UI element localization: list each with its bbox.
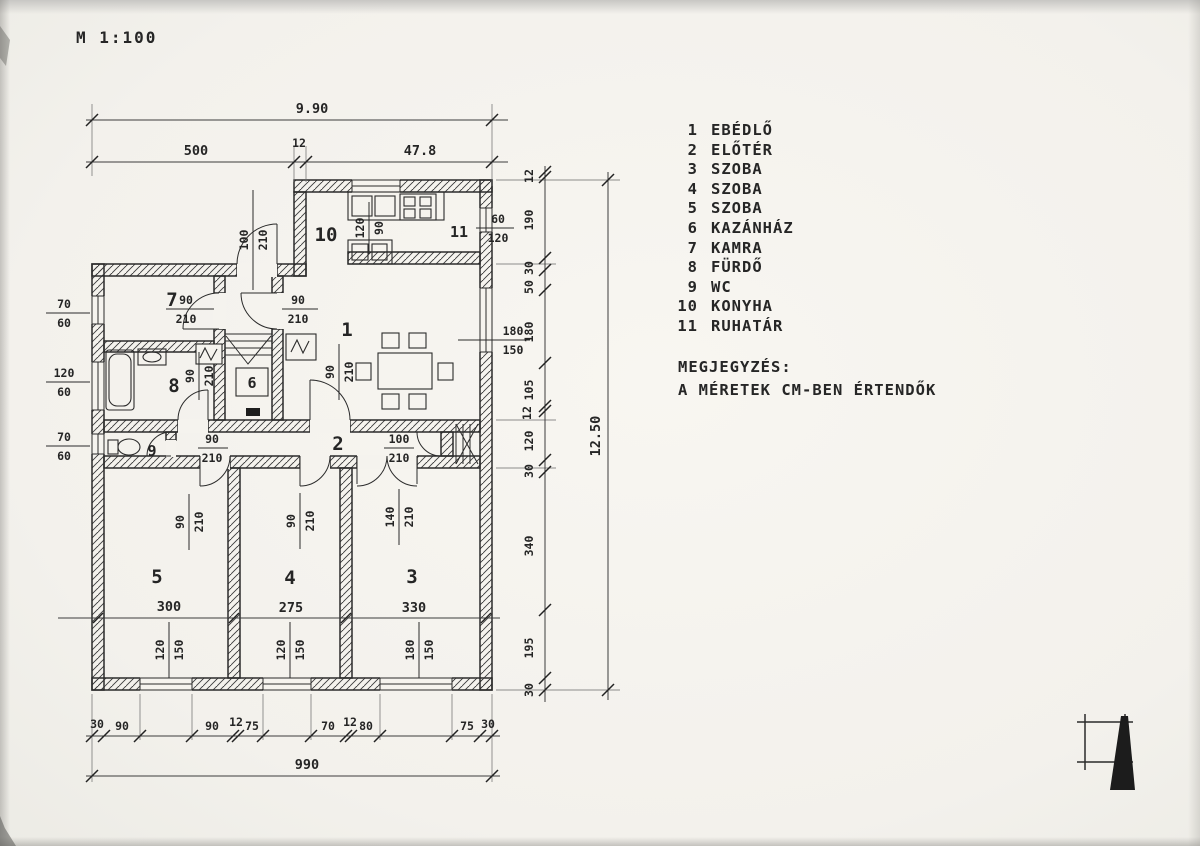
svg-text:120: 120 [353,217,367,239]
room3-width: 330 [401,600,427,616]
dim-top-478: 47.8 [403,143,437,159]
win1-dim [458,324,530,357]
orientation-symbol [1077,714,1135,790]
legend-label: SZOBA [711,179,763,198]
dim-right-340: 340 [522,535,536,557]
room-label-3: 3 [406,566,418,588]
win4-dim [274,622,307,678]
wall-left-outer [92,264,104,690]
svg-text:90: 90 [179,293,193,307]
legend-label: KONYHA [711,297,773,316]
staircase [225,334,272,364]
legend-number: 11 [677,316,698,335]
svg-text:60: 60 [57,385,71,399]
svg-text:150: 150 [293,639,307,661]
wall-room4-room3 [340,468,352,678]
dim-right-120: 120 [522,430,536,452]
svg-text:210: 210 [201,451,223,465]
win10-dim [353,202,386,254]
room4-width: 275 [278,600,304,616]
dim-bottom-90a: 90 [115,719,129,733]
svg-text:60: 60 [57,449,71,463]
wall-stair-left-a [214,276,225,293]
toilet [108,439,140,455]
boiler-symbol [286,334,316,360]
svg-text:180: 180 [502,324,524,338]
dim-right-12b: 12 [520,406,534,420]
north-wedge [1110,716,1135,790]
dim-right-30b: 30 [522,464,536,478]
wall-top-left-b [277,264,306,276]
dim-bottom-30b: 30 [481,717,495,731]
legend-label: SZOBA [711,199,763,218]
wall-corridor-top-b [208,420,310,432]
window-room4 [263,677,311,691]
door4-dim [284,493,317,549]
svg-text:120: 120 [487,231,509,245]
dim-right-30a: 30 [522,261,536,275]
legend-number: 8 [687,258,698,277]
door-room8 [178,390,208,433]
dim-top-500: 500 [183,143,209,159]
svg-text:120: 120 [53,366,75,380]
legend-number: 1 [687,121,698,139]
wall-stair-right-a [272,276,283,293]
svg-text:90: 90 [284,514,298,528]
legend-number: 5 [687,199,698,218]
legend-number: 9 [687,277,698,296]
room-label-11: 11 [449,223,469,241]
svg-text:90: 90 [173,515,187,529]
legend-label: KAZÁNHÁZ [711,218,794,237]
svg-text:90: 90 [183,369,197,383]
flue-symbol [196,344,222,364]
window-room1 [479,288,493,352]
dim-right-50: 50 [522,280,536,294]
room-label-1: 1 [341,319,353,341]
svg-text:210: 210 [256,229,270,251]
dim-right-30c: 30 [522,683,536,697]
svg-text:210: 210 [303,510,317,532]
svg-text:150: 150 [422,639,436,661]
svg-text:210: 210 [388,451,410,465]
legend-number: 2 [687,140,698,159]
room-label-7: 7 [166,289,178,311]
legend-label: RUHATÁR [711,316,784,335]
door1-dim [323,344,356,400]
window-room8 [91,362,105,410]
svg-text:150: 150 [502,343,524,357]
svg-text:100: 100 [237,229,251,251]
svg-text:210: 210 [287,312,309,326]
window-room7 [91,296,105,324]
dim-right-overall: 12.50 [588,415,604,457]
win3-dim [403,622,436,678]
room-label-10: 10 [314,224,338,246]
room-number-labels [147,223,468,589]
svg-text:90: 90 [205,432,219,446]
svg-text:70: 70 [57,430,71,444]
dim-right [496,166,620,702]
bathtub [106,350,134,410]
threshold-mark [246,408,260,416]
dining-table-set [356,333,453,409]
dim-right-180: 180 [522,321,536,343]
svg-text:210: 210 [192,511,206,533]
door3-dim [383,489,416,545]
dim-bottom-75b: 75 [460,719,474,733]
wall-corridor-bottom-c [330,456,357,468]
window-kitchen [352,179,400,193]
svg-text:180: 180 [403,639,417,661]
dim-bottom-12b: 12 [343,715,357,729]
drawing-scale-label: M 1:100 [76,28,158,47]
legend-label: SZOBA [711,160,763,179]
legend-number: 10 [677,297,698,316]
legend-number: 7 [687,238,698,257]
dim-bottom-12a: 12 [229,715,243,729]
dim-right-190: 190 [522,209,536,231]
win5-dim [153,622,186,678]
room-label-8: 8 [168,375,180,397]
win7-dim [46,297,90,330]
dim-bottom [86,694,500,782]
dim-bottom-90b: 90 [205,719,219,733]
door-stair-hall [241,293,284,329]
legend-label: FÜRDŐ [711,258,763,277]
wall-corridor-bottom-b [230,456,300,468]
dim-bottom-overall: 990 [294,757,320,773]
interior-dimension-line [58,599,500,623]
svg-text:60: 60 [57,316,71,330]
wall-corridor-bottom-d [417,456,480,468]
svg-text:210: 210 [342,361,356,383]
dim-top-12: 12 [292,136,306,150]
svg-text:90: 90 [291,293,305,307]
legend-number: 3 [687,160,698,179]
dim-top [86,101,508,186]
svg-text:210: 210 [202,365,216,387]
wall-stair-right-b [272,329,283,420]
dim-bottom-70: 70 [321,719,335,733]
svg-text:90: 90 [372,221,386,235]
dim-right-12a: 12 [522,169,536,183]
dim-top-overall: 9.90 [295,101,329,117]
svg-text:120: 120 [153,639,167,661]
dim-bottom-80: 80 [359,719,373,733]
svg-text:120: 120 [274,639,288,661]
room-label-2: 2 [332,433,344,455]
room-label-9: 9 [147,442,157,460]
legend-number: 4 [687,179,698,198]
room-label-5: 5 [151,566,163,588]
svg-text:150: 150 [172,639,186,661]
dim-right-195: 195 [522,637,536,659]
wall-corridor-top-c [350,420,480,432]
wall-room5-room4 [228,468,240,678]
win8-dim [46,366,90,399]
svg-text:210: 210 [175,312,197,326]
svg-text:70: 70 [57,297,71,311]
window-room3 [380,677,452,691]
wall-entry-stub [441,432,453,456]
wall-top-left-a [92,264,237,276]
door-room4 [300,455,330,486]
wall-wc-stub [166,432,176,440]
legend-label: EBÉDLŐ [711,121,773,139]
window-wc [91,434,105,454]
legend-label: ELŐTÉR [711,140,773,159]
legend-label: KAMRA [711,238,763,257]
legend-number: 6 [687,218,698,237]
dim-bottom-30a: 30 [90,717,104,731]
svg-text:60: 60 [491,212,505,226]
svg-text:100: 100 [388,432,410,446]
room-label-4: 4 [284,567,296,589]
door-stair-hall-dim [282,293,318,326]
stove-icon [400,194,436,220]
legend-label: WC [711,277,732,296]
dim-right-105: 105 [522,379,536,401]
dim-bottom-75a: 75 [245,719,259,733]
svg-text:210: 210 [402,506,416,528]
win9-dim [46,430,90,463]
window-room5 [140,677,192,691]
door-main-entry [417,432,441,456]
wall-corridor-top-a [104,420,178,432]
note-title: MEGJEGYZÉS: [678,358,792,376]
door-room1 [310,380,350,433]
svg-text:90: 90 [323,365,337,379]
svg-text:140: 140 [383,506,397,528]
door5-dim [173,494,206,550]
room5-width: 300 [156,599,182,615]
note-body: A MÉRETEK CM-BEN ÉRTENDŐK [678,381,937,399]
room-label-6: 6 [247,374,257,392]
